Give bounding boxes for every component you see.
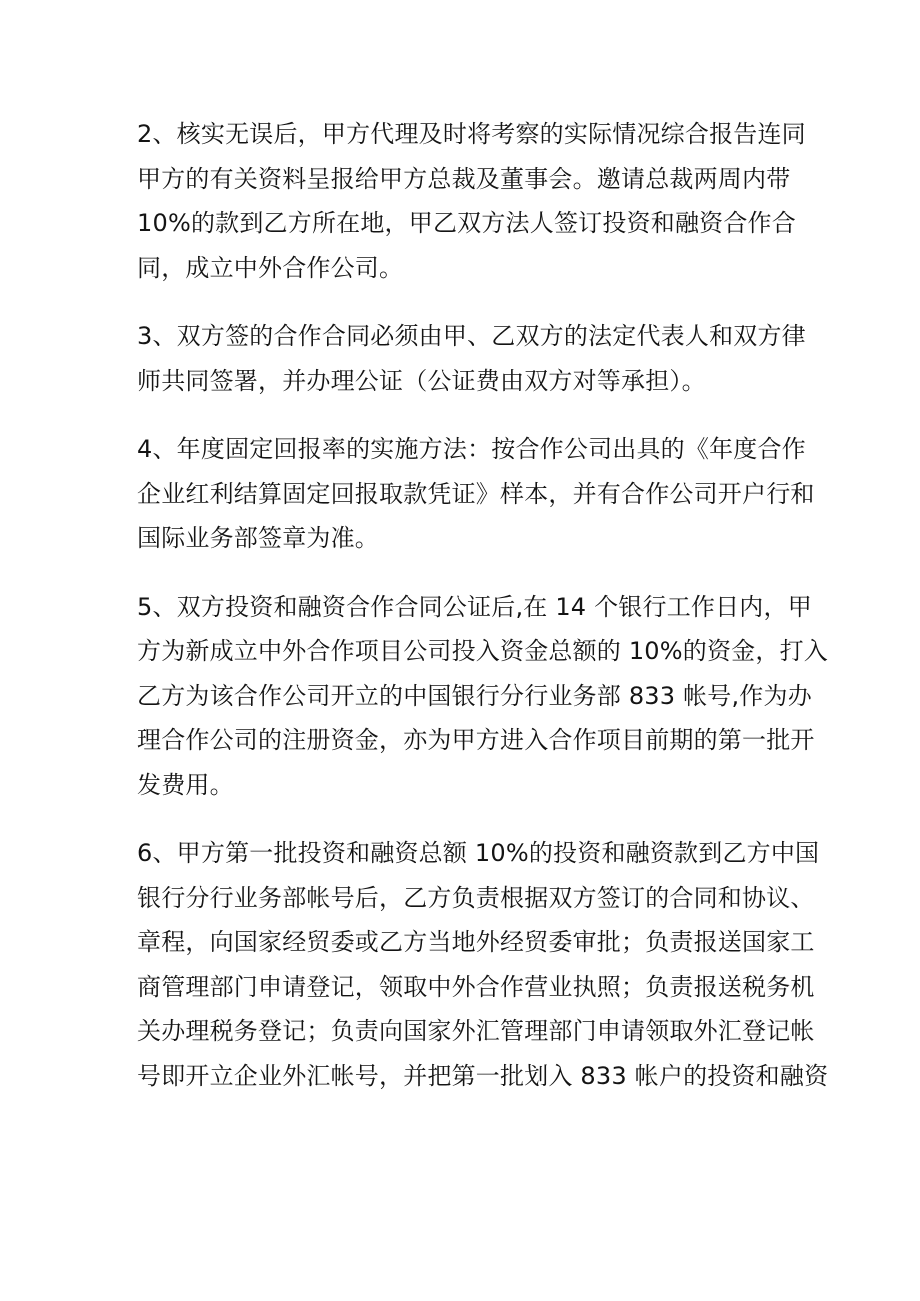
text-line: 国际业务部签章为准。 xyxy=(137,524,379,552)
paragraph-4 xyxy=(137,427,815,561)
paragraph-5 xyxy=(137,585,828,808)
paragraph-2 xyxy=(137,112,806,290)
text-line: 2、核实无误后，甲方代理及时将考察的实际情况综合报告连同 xyxy=(137,120,806,148)
text-line: 乙方为该合作公司开立的中国银行分行业务部 833 帐号,作为办 xyxy=(137,681,812,710)
text-line: 章程，向国家经贸委或乙方当地外经贸委审批；负责报送国家工 xyxy=(137,928,815,956)
text-line: 6、甲方第一批投资和融资总额 10%的投资和融资款到乙方中国 xyxy=(137,839,820,867)
text-line: 甲方的有关资料呈报给甲方总裁及董事会。邀请总裁两周内带 xyxy=(137,164,791,193)
text-line: 商管理部门申请登记，领取中外合作营业执照；负责报送税务机 xyxy=(137,972,815,1001)
text-line: 师共同签署，并办理公证（公证费由双方对等承担）。 xyxy=(137,366,706,395)
text-line: 10%的款到乙方所在地，甲乙双方法人签订投资和融资合作合 xyxy=(137,209,796,237)
paragraph-6 xyxy=(137,831,829,1098)
text-line: 4、年度固定回报率的实施方法：按合作公司出具的《年度合作 xyxy=(137,435,806,463)
text-line: 银行分行业务部帐号后，乙方负责根据双方签订的合同和协议、 xyxy=(137,883,815,912)
paragraph-3 xyxy=(137,314,806,403)
text-line: 同，成立中外合作公司。 xyxy=(137,253,404,282)
document-body xyxy=(137,112,829,1122)
text-line: 5、双方投资和融资合作合同公证后,在 14 个银行工作日内，甲 xyxy=(137,592,812,621)
text-line: 方为新成立中外合作项目公司投入资金总额的 10%的资金，打入 xyxy=(137,637,828,665)
text-line: 号即开立企业外汇帐号，并把第一批划入 833 帐户的投资和融资 xyxy=(137,1061,829,1090)
text-line: 企业红利结算固定回报取款凭证》样本，并有合作公司开户行和 xyxy=(137,479,815,508)
text-line: 理合作公司的注册资金，亦为甲方进入合作项目前期的第一批开 xyxy=(137,726,815,754)
text-line: 关办理税务登记；负责向国家外汇管理部门申请领取外汇登记帐 xyxy=(137,1017,815,1045)
text-line: 3、双方签的合作合同必须由甲、乙双方的法定代表人和双方律 xyxy=(137,322,806,350)
text-line: 发费用。 xyxy=(137,770,234,799)
